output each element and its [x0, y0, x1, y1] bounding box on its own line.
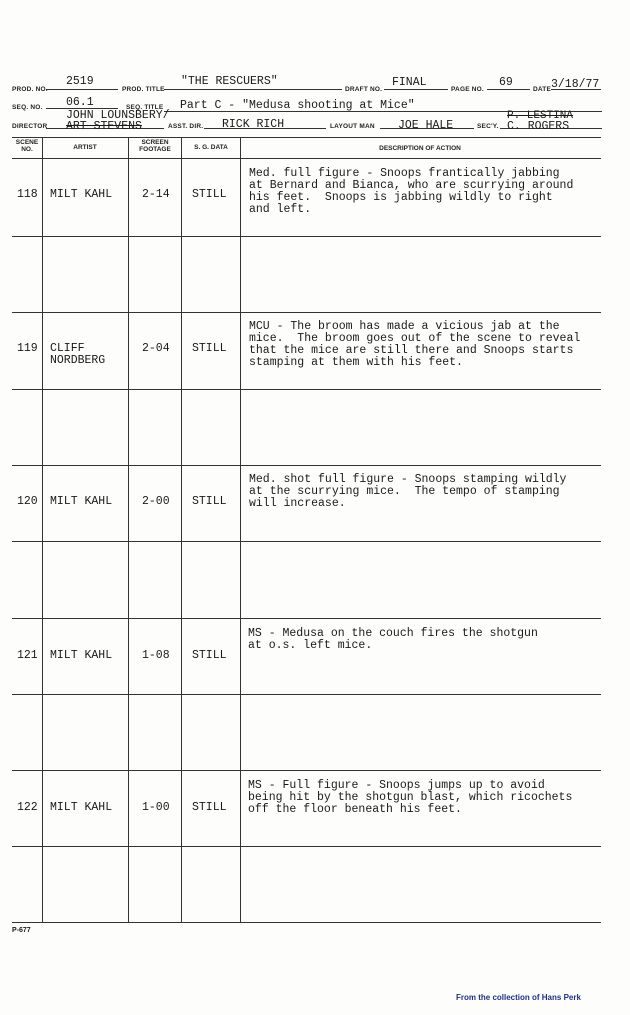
asst-dir-label: ASST. DIR.	[168, 123, 204, 130]
col-scene-header: SCENE NO.	[15, 139, 39, 153]
page-no-label: PAGE NO.	[451, 86, 484, 93]
artist-name: CLIFF NORDBERG	[50, 342, 106, 367]
scene-number: 120	[17, 495, 38, 508]
col-description-header: DESCRIPTION OF ACTION	[379, 145, 461, 152]
director-value-1: JOHN LOUNSBERY/	[66, 109, 170, 122]
seq-title-label: SEQ. TITLE	[126, 104, 164, 111]
date-label: DATE	[533, 86, 552, 93]
scene-number: 121	[17, 649, 38, 662]
sg-data: STILL	[192, 649, 227, 662]
screen-footage: 2-04	[142, 342, 170, 355]
screen-footage: 1-00	[142, 801, 170, 814]
sg-data: STILL	[192, 342, 227, 355]
col-sg-header: S. G. DATA	[194, 144, 228, 151]
screen-footage: 2-00	[142, 495, 170, 508]
screen-footage: 2-14	[142, 188, 170, 201]
prod-title-underline	[164, 89, 342, 90]
action-description: Med. shot full figure - Snoops stamping wildly at the scurrying mice. The tempo of stamping will increase.	[249, 473, 567, 510]
action-description: Med. full figure - Snoops frantically jabbing at Bernard and Bianca, who are scurrying around his feet. Snoops is jabbing wildly to right and left.	[249, 167, 574, 216]
row-separator	[12, 618, 601, 619]
date-value: 3/18/77	[551, 78, 600, 91]
prod-no-label: PROD. NO.	[12, 86, 48, 93]
draft-no-underline	[384, 89, 448, 90]
col-artist-header: ARTIST	[73, 144, 97, 151]
table-bottom-border	[12, 922, 601, 923]
table-header-bottom	[12, 158, 601, 159]
row-separator	[12, 846, 601, 847]
artist-name: MILT KAHL	[50, 649, 113, 662]
col-divider-1	[42, 137, 43, 923]
action-description: MS - Full figure - Snoops jumps up to avoid being hit by the shotgun blast, which ricochets off the floor beneath his feet.	[248, 779, 573, 816]
col-divider-4	[240, 137, 241, 923]
page-no-value: 69	[499, 76, 513, 89]
director-label: DIRECTOR	[12, 123, 48, 130]
row-separator	[12, 694, 601, 695]
secy-value-1: P. LESTINA	[507, 110, 574, 122]
screen-footage: 1-08	[142, 649, 170, 662]
col-divider-2	[128, 137, 129, 923]
page-no-underline	[487, 89, 530, 90]
action-description: MCU - The broom has made a vicious jab at the mice. The broom goes out of the scene to reveal that the mice are still there and Snoops starts stamping at them with his feet.	[249, 320, 581, 369]
prod-title-value: "THE RESCUERS"	[181, 75, 278, 88]
prod-no-value: 2519	[66, 75, 94, 88]
sg-data: STILL	[192, 188, 227, 201]
row-separator	[12, 389, 601, 390]
secy-value-2: C. ROGERS	[507, 120, 570, 133]
director-value-2: ART STEVENS	[66, 120, 142, 133]
layout-man-label: LAYOUT MAN	[330, 123, 375, 130]
collection-credit: From the collection of Hans Perk	[456, 993, 581, 1002]
row-separator	[12, 770, 601, 771]
artist-name: MILT KAHL	[50, 801, 113, 814]
row-separator	[12, 541, 601, 542]
col-footage-header: SCREEN FOOTAGE	[139, 139, 171, 153]
artist-name: MILT KAHL	[50, 495, 113, 508]
scene-number: 118	[17, 188, 38, 201]
seq-title-value: Part C - "Medusa shooting at Mice"	[180, 99, 415, 112]
prod-title-label: PROD. TITLE	[122, 86, 165, 93]
scene-number: 122	[17, 801, 38, 814]
scene-number: 119	[17, 342, 38, 355]
col-divider-3	[181, 137, 182, 923]
secy-label: SEC'Y.	[477, 123, 499, 130]
row-separator	[12, 312, 601, 313]
seq-no-value: 06.1	[66, 96, 94, 109]
draft-no-label: DRAFT NO.	[345, 86, 383, 93]
row-separator	[12, 465, 601, 466]
sg-data: STILL	[192, 495, 227, 508]
row-separator	[12, 236, 601, 237]
asst-dir-value: RICK RICH	[222, 118, 285, 131]
sg-data: STILL	[192, 801, 227, 814]
seq-no-label: SEQ. NO.	[12, 104, 43, 111]
layout-man-value: JOE HALE	[398, 119, 454, 132]
table-top-border	[12, 137, 601, 138]
artist-name: MILT KAHL	[50, 188, 113, 201]
prod-no-underline	[46, 89, 118, 90]
form-number: P-677	[12, 927, 31, 934]
action-description: MS - Medusa on the couch fires the shotgun at o.s. left mice.	[248, 627, 538, 652]
draft-no-value: FINAL	[392, 76, 427, 89]
